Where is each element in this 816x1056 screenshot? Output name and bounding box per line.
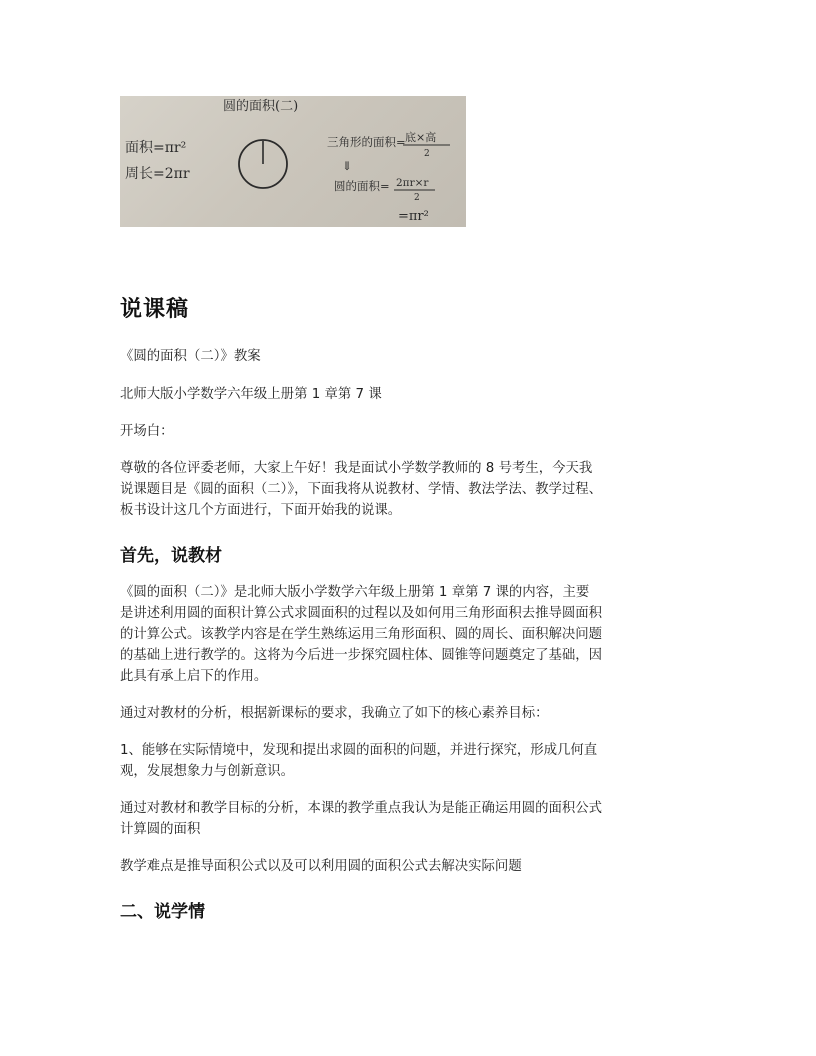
material-line-4: 的基础上进行教学的。这将为今后进一步探究圆柱体、圆锥等问题奠定了基础，因 [120, 648, 603, 663]
photo-triangle-numerator: 底×高 [405, 131, 437, 144]
opening-line-3: 板书设计这几个方面进行，下面开始我的说课。 [120, 503, 402, 518]
handwritten-notes-photo [120, 96, 466, 227]
down-arrow-icon: ⇓ [342, 159, 353, 173]
lesson-name: 《圆的面积（二）》教案 [120, 349, 261, 364]
photo-circle-area-result: =πr² [398, 209, 429, 224]
photo-title: 圆的面积(二) [223, 99, 299, 114]
course-info: 北师大版小学数学六年级上册第 1 章第 7 课 [120, 387, 382, 402]
photo-perimeter-formula: 周长=2πr [125, 166, 190, 182]
opening-line-2: 说课题目是《圆的面积（二）》，下面我将从说教材、学情、教法学法、教学过程、 [120, 482, 603, 497]
opening-line-1: 尊敬的各位评委老师，大家上午好！我是面试小学数学教师的 8 号考生，今天我 [120, 461, 593, 476]
photo-triangle-denominator: 2 [424, 149, 430, 159]
photo-circle-area-numerator: 2πr×r [396, 177, 429, 189]
key-point-line-1: 通过对教材和教学目标的分析，本课的教学重点我认为是能正确运用圆的面积公式 [120, 801, 603, 816]
key-point-line-2: 计算圆的面积 [120, 822, 201, 837]
document-title: 说课稿 [120, 297, 190, 322]
photo-triangle-formula: 三角形的面积= [327, 135, 406, 149]
material-line-1: 《圆的面积（二）》是北师大版小学数学六年级上册第 1 章第 7 课的内容，主要 [120, 585, 590, 600]
photo-area-formula: 面积=πr² [125, 140, 187, 156]
document-page [120, 96, 720, 922]
goal-1-line-1: 1、能够在实际情境中，发现和提出求圆的面积的问题，并进行探究，形成几何直 [120, 743, 598, 758]
handwritten-notes-drawing [120, 96, 466, 227]
photo-circle-area-denominator: 2 [414, 193, 420, 203]
section-heading-students: 二、说学情 [120, 902, 205, 922]
material-line-3: 的计算公式。该教学内容是在学生熟练运用三角形面积、圆的周长、面积解决问题 [120, 627, 603, 642]
material-line-2: 是讲述利用圆的面积计算公式求圆面积的过程以及如何用三角形面积去推导圆面积 [120, 606, 603, 621]
material-line-5: 此具有承上启下的作用。 [120, 669, 268, 684]
difficulty-point: 教学难点是推导面积公式以及可以利用圆的面积公式去解决实际问题 [120, 859, 522, 874]
section-heading-material: 首先，说教材 [120, 546, 222, 566]
goal-intro: 通过对教材的分析，根据新课标的要求，我确立了如下的核心素养目标： [120, 706, 549, 721]
photo-circle-area: 圆的面积= [334, 179, 390, 193]
opening-label: 开场白： [120, 424, 174, 439]
goal-1-line-2: 观，发展想象力与创新意识。 [120, 764, 295, 779]
